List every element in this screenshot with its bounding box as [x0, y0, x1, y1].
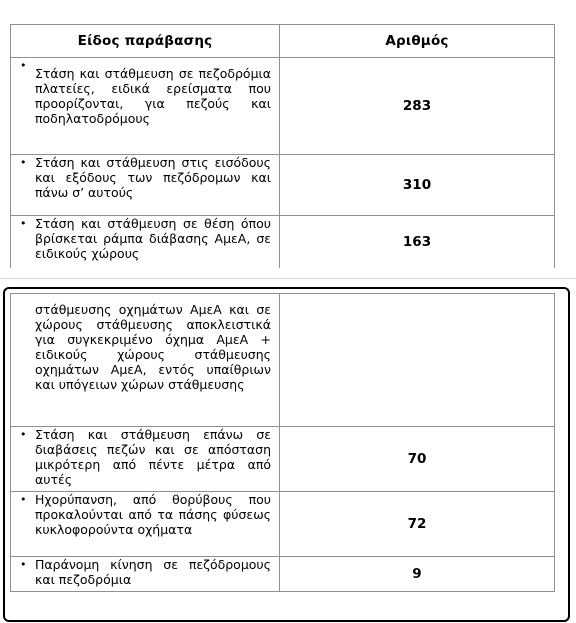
row-count-empty [280, 294, 555, 427]
row-count: 163 [280, 216, 555, 269]
page-fragment-bottom [3, 287, 570, 622]
row-description [11, 155, 280, 216]
bullet-icon: • [20, 156, 27, 169]
row-text: Ηχορύπανση, από θορύβους που προκαλούνται από τα πάσης φύσεως κυκλοφορούντα οχήματα [35, 492, 271, 537]
violations-table-bottom [10, 293, 555, 592]
bullet-icon: • [20, 217, 27, 230]
row-text: Στάση και στάθμευση επάνω σε διαβάσεις πεζών και σε απόσταση μικρότερη από πέντε μέτρα από αυτές [35, 427, 271, 487]
row-count: 70 [280, 427, 555, 492]
header-count: Αριθμός [280, 25, 555, 58]
bullet-icon: • [20, 428, 27, 441]
row-text: στάθμευσης οχημάτων ΑμεΑ και σε χώρους στάθμευσης αποκλειστικά για συγκεκριμένο όχημα ΑμεΑ + ειδικούς χώρους στάθμευσης οχημάτων ΑμεΑ, εντός υπαίθριων και υπόγειων χώρων στάθμευσης [35, 302, 271, 392]
bullet-icon: • [20, 59, 27, 72]
bullet-icon: • [20, 558, 27, 571]
row-text: Παράνομη κίνηση σε πεζόδρομους και πεζοδρόμια [35, 557, 271, 587]
row-count: 9 [280, 557, 555, 592]
table-header-row [11, 25, 555, 58]
table-row [11, 216, 555, 269]
row-description [11, 427, 280, 492]
table-row-continued [11, 294, 555, 427]
table-row [11, 492, 555, 557]
row-count: 283 [280, 58, 555, 155]
table-row [11, 557, 555, 592]
table-row [11, 155, 555, 216]
row-description [11, 216, 280, 269]
violations-table-top [10, 24, 555, 268]
row-description [11, 557, 280, 592]
row-text: Στάση και στάθμευση στις εισόδους και εξόδους των πεζόδρομων και πάνω σ’ αυτούς [35, 155, 271, 200]
row-count: 310 [280, 155, 555, 216]
header-violation-type: Είδος παράβασης [11, 25, 280, 58]
row-text: Στάση και στάθμευση σε πεζοδρόμια πλατείες, ειδικά ερείσματα που προορίζονται, για πεζούς και ποδηλατοδρόμους [35, 66, 271, 126]
row-count: 72 [280, 492, 555, 557]
bullet-icon: • [20, 493, 27, 506]
table-row [11, 427, 555, 492]
page-fragment-top [0, 0, 576, 279]
table-row [11, 58, 555, 155]
row-description [11, 294, 280, 427]
row-description [11, 492, 280, 557]
row-text: Στάση και στάθμευση σε θέση όπου βρίσκεται ράμπα διάβασης ΑμεΑ, σε ειδικούς χώρους [35, 216, 271, 261]
row-description [11, 58, 280, 155]
